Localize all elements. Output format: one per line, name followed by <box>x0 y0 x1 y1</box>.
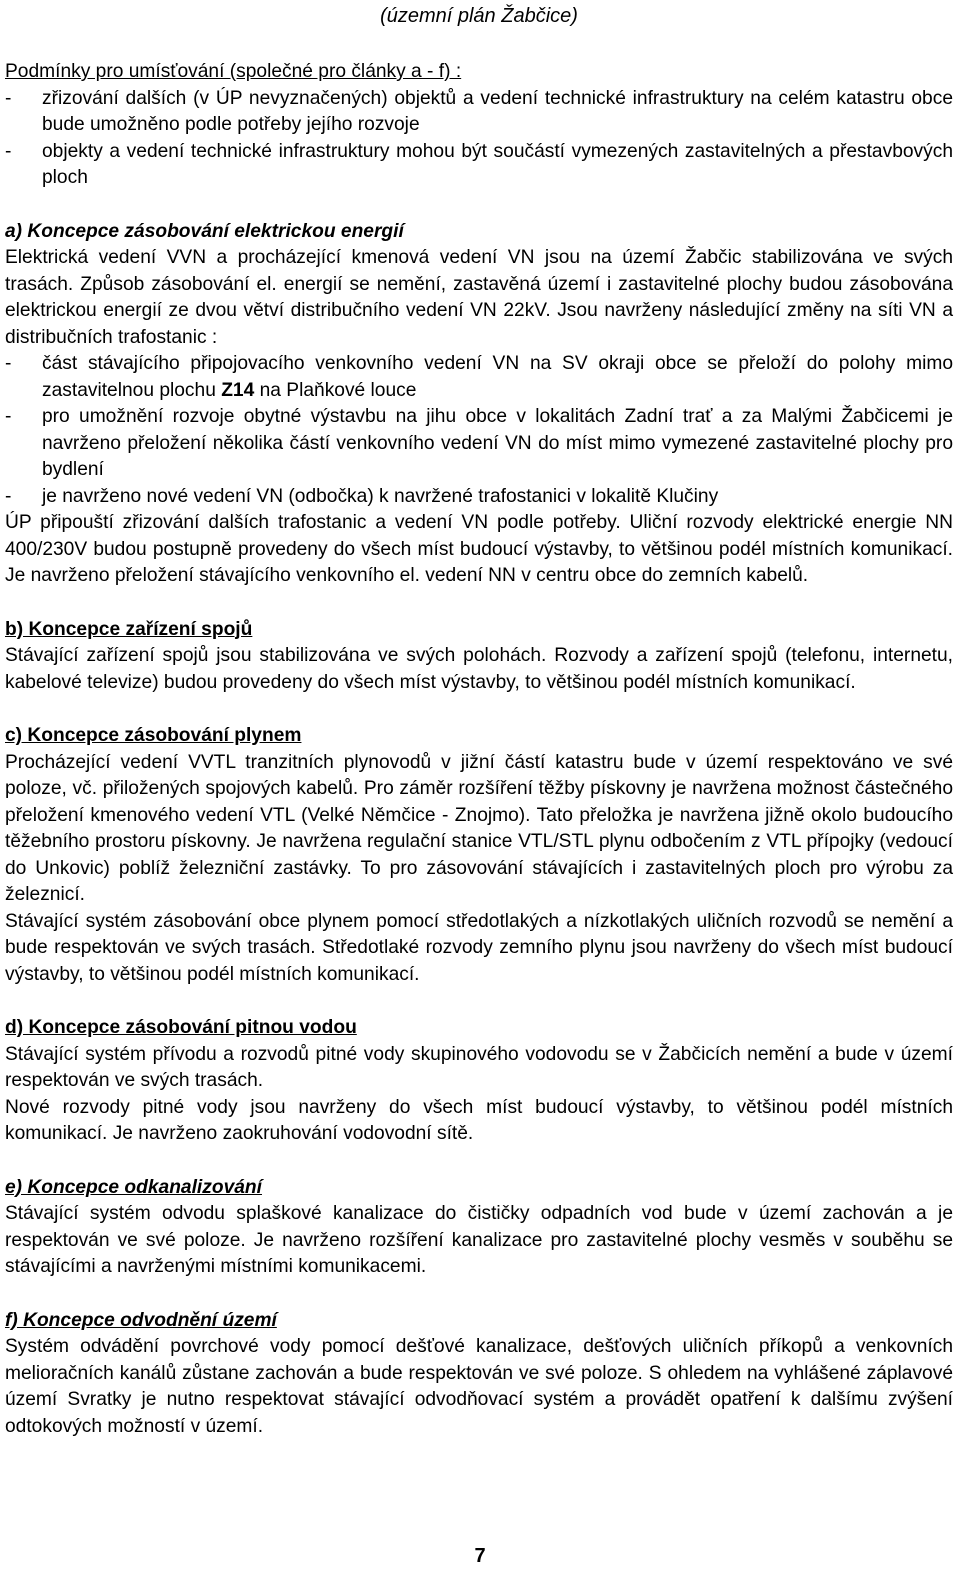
list-item-text: na Plaňkové louce <box>254 379 417 401</box>
bullet-dash: - <box>5 406 12 427</box>
list-item <box>5 484 953 511</box>
list-item-text: objekty a vedení technické infrastruktury mohou být součástí vymezených zastavitelných a přestavbových ploch <box>42 140 953 188</box>
document-page <box>5 0 953 1440</box>
page-number: 7 <box>474 1545 486 1567</box>
bullet-dash: - <box>5 353 12 374</box>
section-b-title: b) Koncepce zařízení spojů <box>5 618 253 640</box>
list-item-text: je navrženo nové vedení VN (odbočka) k navržené trafostanici v lokalitě Klučiny <box>42 485 719 507</box>
bullet-dash: - <box>5 140 12 162</box>
section-d-paragraph-2: Nové rozvody pitné vody jsou navrženy do všech míst budoucí výstavby, to většinou podél místních komunikací. Je navrženo zaokruhování vodovodní sítě. <box>5 1096 953 1144</box>
bullet-dash: - <box>5 87 12 109</box>
bullet-dash: - <box>5 485 12 507</box>
list-item-text: část stávajícího připojovacího venkovního vedení VN na SV okraji obce se přeloží do polohy mimo zastavitelnou plochu <box>42 353 953 401</box>
section-d-paragraph: Stávající systém přívodu a rozvodů pitné vody skupinového vodovodu se v Žabčicích nemění a bude v území respektován ve svých trasách. <box>5 1043 953 1091</box>
section-e-paragraph: Stávající systém odvodu splaškové kanalizace do čističky odpadních vod bude v území zachován a je respektován ve své poloze. Je navrženo rozšíření kanalizace pro zastavitelné plochy vesměs v souběhu se stávajícími a navrženými místními komunikacemi. <box>5 1203 953 1277</box>
section-f-paragraph: Systém odvádění povrchové vody pomocí dešťové kanalizace, dešťových uličních příkopů a venkovních melioračních kanálů zůstane zachován a bude respektován ve své poloze. S ohledem na vyhlášené záplavové území Svratky je nutno respektovat stávající odvodňovací systém a provádět opatření k dalšímu zvýšení odtokových možností v území. <box>5 1336 953 1437</box>
section-c-paragraph-2: Stávající systém zásobování obce plynem pomocí středotlakých a nízkotlakých uličních rozvodů se nemění a bude respektován ve svých trasách. Středotlaké rozvody zemního plynu jsou navrženy do všech míst budoucí výstavby, to většinou podél místních komunikací. <box>5 910 953 985</box>
section-a-paragraph: Elektrická vedení VVN a procházející kmenová vedení VN jsou na území Žabčic stabilizována ve svých trasách. Způsob zásobování el. energií se nemění, zastavěná území i zastavitelné plochy budou zásobována elektrickou energií ze dvou větví distribučního vedení VN 22kV. Jsou navrženy následující změny na síti VN a distribučních trafostanic : <box>5 247 953 348</box>
section-b-paragraph: Stávající zařízení spojů jsou stabilizována ve svých polohách. Rozvody a zařízení spojů (telefonu, internetu, kabelové televize) budou provedeny do všech míst výstavby, to většinou podél místních komunikací. <box>5 645 953 693</box>
section-e-title: e) Koncepce odkanalizování <box>5 1176 262 1198</box>
general-conditions-heading: Podmínky pro umísťování (společné pro články a - f) : <box>5 61 462 82</box>
section-a-title: a) Koncepce zásobování elektrickou energií <box>5 220 404 242</box>
list-item <box>5 139 953 192</box>
page-header: (územní plán Žabčice) <box>380 5 578 27</box>
list-item-text: zřizování dalších (v ÚP nevyznačených) objektů a vedení technické infrastruktury na celém katastru obce bude umožněno podle potřeby jejího rozvoje <box>42 87 953 135</box>
section-f-title: f) Koncepce odvodnění území <box>5 1309 277 1331</box>
section-a-paragraph-2: ÚP připouští zřizování dalších trafostanic a vedení VN podle potřeby. Uliční rozvody elektrické energie NN 400/230V budou postupně provedeny do všech míst budoucí výstavby, to většinou podél místních komunikací. Je navrženo přeložení stávajícího venkovního el. vedení NN v centru obce do zemních kabelů. <box>5 512 953 586</box>
section-c-title: c) Koncepce zásobování plynem <box>5 725 302 746</box>
list-item <box>5 351 953 404</box>
section-d-title: d) Koncepce zásobování pitnou vodou <box>5 1017 357 1038</box>
list-item <box>5 404 953 484</box>
section-c-paragraph: Procházející vedení VVTL tranzitních plynovodů v jižní částí katastru bude v území respektováno ve své poloze, vč. přiložených spojových kabelů. Pro záměr rozšíření těžby pískovny je navržena možnost částečného přeložení kmenového vedení VTL (Velké Němčice - Znojmo). Tato přeložka je navržena jižně okolo budoucího těžebního prostoru pískovny. Je navržena regulační stanice VTL/STL plynu odbočením z VTL přípojky (vedoucí do Unkovic) poblíž železniční zastávky. To pro zásovování stávajících i zastavitelných ploch pro výrobu za železnicí. <box>5 751 953 905</box>
list-item-text: pro umožnění rozvoje obytné výstavbu na jihu obce v lokalitách Zadní trať a za Malými Žabčicemi je navrženo přeložení několika částí venkovního vedení VN do míst mimo vymezené zastavitelné plochy pro bydlení <box>42 406 953 480</box>
list-item <box>5 86 953 139</box>
plot-code: Z14 <box>221 379 255 401</box>
